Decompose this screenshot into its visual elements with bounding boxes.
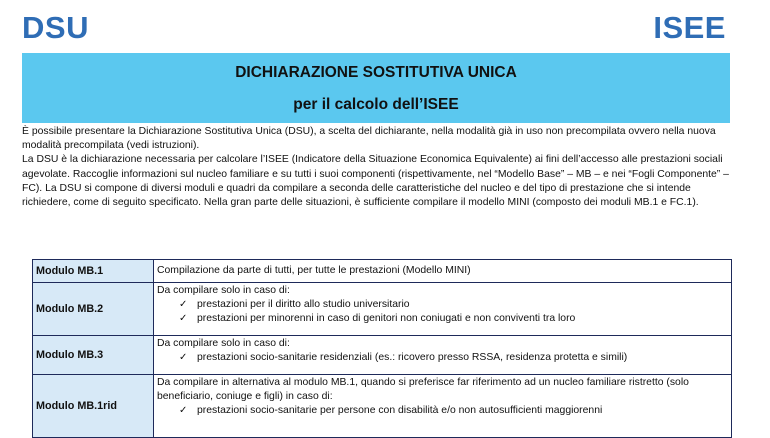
table-row — [33, 336, 732, 375]
module-bullet: ✓ prestazioni socio-sanitarie residenziali (es.: ricovero presso RSSA, residenza protetta e simili) — [179, 352, 628, 363]
modules-table — [32, 259, 732, 438]
module-text: Compilazione da parte di tutti, per tutte le prestazioni (Modello MINI) — [157, 265, 471, 276]
intro-paragraph: La DSU è la dichiarazione necessaria per calcolare l’ISEE (Indicatore della Situazione Economica Equivalente) ai fini dell’accesso alle prestazioni sociali agevolate. Raccoglie informazioni sul nucleo familiare e su tutti i suoi componenti (rispettivamente, nel “Modello Base” – MB – e nei “Fogli Componente” – FC). La DSU si compone di diversi moduli e quadri da compilare a seconda delle caratteristiche del nucleo e del tipo di prestazione che si intende richiedere, come di seguito specificato. Nella gran parte delle situazioni, è sufficiente compilare il modello MINI (composto dei moduli MB.1 e FC.1). — [22, 154, 729, 209]
intro-paragraph: È possibile presentare la Dichiarazione Sostitutiva Unica (DSU), a scelta del dichiarante, nella modalità già in uso non precompilata ovvero nella nuova modalità precompilata (vedi istruzioni). — [22, 126, 716, 152]
module-description — [154, 375, 732, 438]
document-subtitle: per il calcolo dell’ISEE — [293, 96, 459, 113]
document-title: DICHIARAZIONE SOSTITUTIVA UNICA — [235, 64, 517, 81]
table-row — [33, 283, 732, 336]
check-icon: ✓ — [179, 405, 188, 416]
module-description — [154, 336, 732, 375]
module-name: Modulo MB.3 — [33, 336, 154, 375]
module-bullet: ✓ prestazioni per il diritto allo studio universitario — [179, 299, 410, 310]
dsu-label: DSU — [22, 10, 89, 45]
intro-text — [22, 125, 732, 210]
table-row — [33, 375, 732, 438]
module-name: Modulo MB.1rid — [33, 375, 154, 438]
title-banner — [22, 53, 730, 123]
module-bullet: ✓ prestazioni socio-sanitarie per persone con disabilità e/o non autosufficienti maggiorenni — [179, 405, 603, 416]
module-description — [154, 283, 732, 336]
check-icon: ✓ — [179, 352, 188, 363]
isee-label: ISEE — [653, 10, 726, 45]
module-name: Modulo MB.2 — [33, 283, 154, 336]
module-text: Da compilare in alternativa al modulo MB.1, quando si preferisce far riferimento ad un nucleo familiare ristretto (solo beneficiario, coniuge e figli) in caso di: — [157, 377, 689, 402]
module-text: Da compilare solo in caso di: — [157, 338, 290, 349]
check-icon: ✓ — [179, 313, 188, 324]
check-icon: ✓ — [179, 299, 188, 310]
module-name: Modulo MB.1 — [33, 260, 154, 283]
module-text: Da compilare solo in caso di: — [157, 285, 290, 296]
table-row — [33, 260, 732, 283]
module-description — [154, 260, 732, 283]
module-bullet: ✓ prestazioni per minorenni in caso di genitori non coniugati e non conviventi tra loro — [179, 313, 576, 324]
